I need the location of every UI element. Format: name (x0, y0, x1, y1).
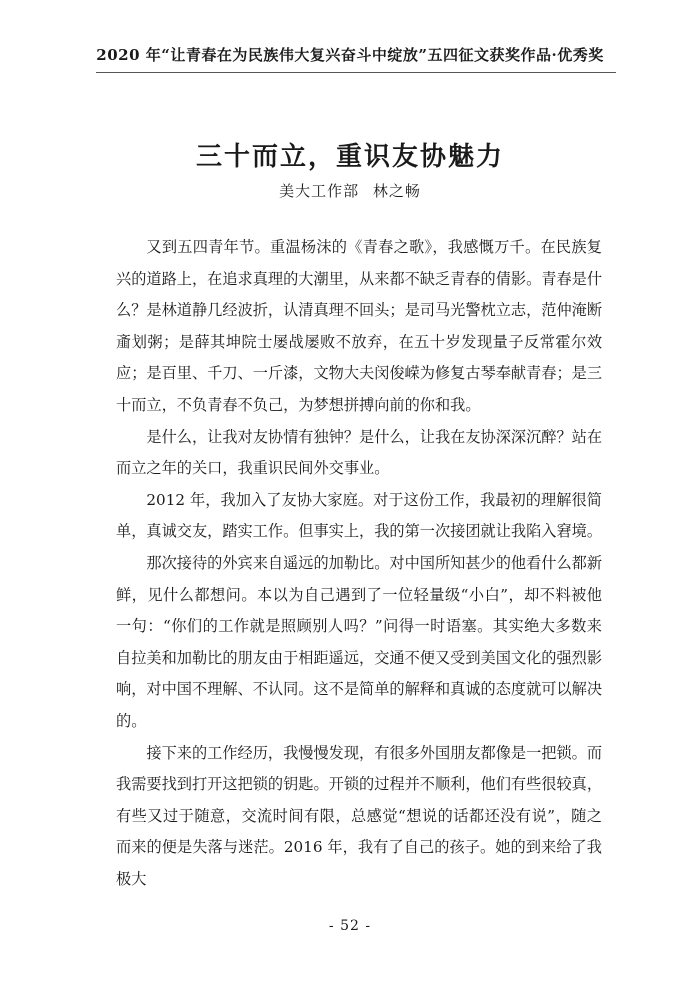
header-divider (96, 72, 616, 73)
page-number: - 52 - (328, 918, 372, 934)
paragraph-5: 接下来的工作经历，我慢慢发现，有很多外国朋友都像是一把锁。而我需要找到打开这把锁的钥匙。开锁的过程并不顺利，他们有些很较真，有些又过于随意，交流时间有限，总感觉“想说的话都还没有说”，随之而来的便是失落与迷茫。2016 年，我有了自己的孩子。她的到来给了我极大 (116, 743, 603, 888)
running-header: 2020 年“让青春在为民族伟大复兴奋斗中绽放”五四征文获奖作品·优秀奖 (96, 46, 604, 64)
paragraph-1: 又到五四青年节。重温杨沫的《青春之歌》，我感慨万千。在民族复兴的道路上，在追求真理的大潮里，从来都不缺乏青春的倩影。青春是什么？是林道静几经波折，认清真理不回头；是司马光警枕立志，范仲淹断齑划粥；是薛其坤院士屡战屡败不放弃，在五十岁发现量子反常霍尔效应；是百里、千刀、一斤漆，文物大夫闵俊嵘为修复古琴奉献青春；是三十而立，不负青春不负己，为梦想拼搏向前的你和我。 (116, 238, 602, 414)
paragraph-2: 是什么，让我对友协情有独钟？是什么，让我在友协深深沉醉？站在而立之年的关口，我重识民间外交事业。 (116, 427, 603, 478)
paragraph-4: 那次接待的外宾来自遥远的加勒比。对中国所知甚少的他看什么都新鲜，见什么都想问。本以为自己遇到了一位轻量级“小白”，却不料被他一句：“你们的工作就是照顾别人吗？”问得一时语塞。其实绝大多数来自拉美和加勒比的朋友由于相距遥远，交通不便又受到美国文化的强烈影响，对中国不理解、不认同。这不是简单的解释和真诚的态度就可以解决的。 (116, 553, 603, 730)
paragraph-3: 2012 年，我加入了友协大家庭。对于这份工作，我最初的理解很简单，真诚交友，踏实工作。但事实上，我的第一次接团就让我陷入窘境。 (116, 490, 602, 541)
author-name: 林之畅 (372, 182, 421, 200)
article-body (116, 232, 602, 895)
article-title: 三十而立，重识友协魅力 (195, 142, 504, 172)
author-department: 美大工作部 (279, 182, 360, 200)
byline (0, 180, 700, 201)
